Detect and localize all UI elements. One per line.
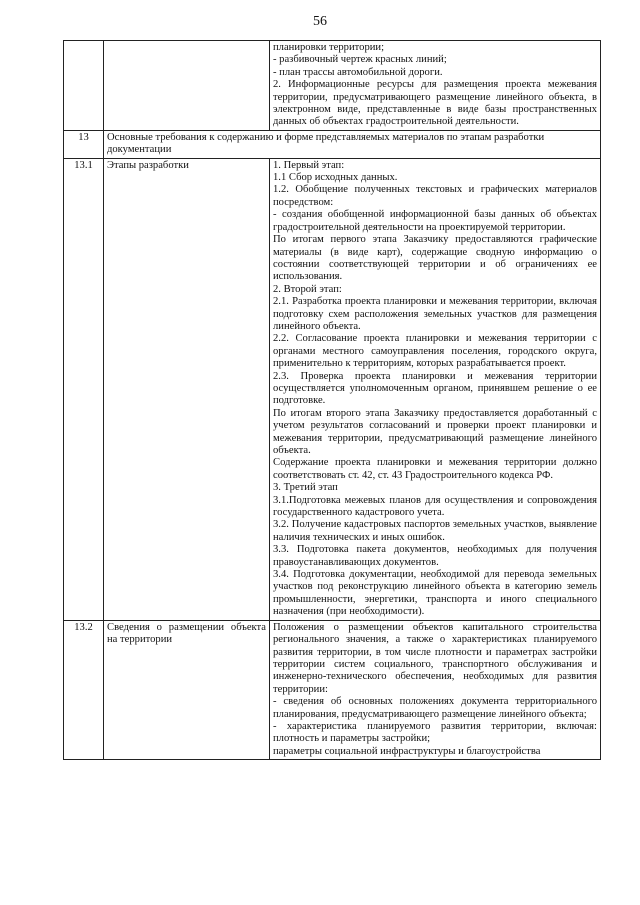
content-line: 1. Первый этап: <box>273 159 345 171</box>
row-content <box>270 620 601 759</box>
content-line: По итогам первого этапа Заказчику предоставляются графические материалы (в виде карт), содержащие сводную информацию о состоянии соответствующей территории и об ограничениях ее использования. <box>273 234 597 283</box>
content-line: 3.1.Подготовка межевых планов для осуществления и сопровождения государственного кадастрового учета. <box>273 494 597 519</box>
content-line: - сведения об основных положениях документа территориального планирования, предусматривающего размещение линейного объекта; <box>273 696 597 720</box>
content-line: - разбивочный чертеж красных линий; <box>273 54 447 66</box>
row-content <box>270 41 601 131</box>
content-line: 3. Третий этап <box>273 482 338 494</box>
content-line: Положения о размещении объектов капитального строительства регионального значения, а также о характеристиках планируемого развития территории, в том числе плотности и параметрах застройки территории систем социального, транспортного обслуживания и инженерно-технического обеспечения, необходимых для развития территории: <box>273 621 597 695</box>
row-label-text: Этапы разработки <box>107 159 189 171</box>
content-line: - план трассы автомобильной дороги. <box>273 66 443 78</box>
row-label <box>104 41 270 131</box>
content-line: - создания обобщенной информационной базы данных об объектах градостроительной деятельности на проектируемой территории. <box>273 209 597 233</box>
content-line: По итогам второго этапа Заказчику предоставляется доработанный с учетом результатов согласований и проверки проект планировки и межевания территории, предусматривающий размещение линейного объекта. <box>273 407 597 456</box>
content-line: 2. Информационные ресурсы для размещения проекта межевания территории, предусматривающего размещение линейного объекта, в электронном виде, представленные в виде базы пространственных данных об объектах градостроительной деятельности. <box>273 79 597 128</box>
content-line: Содержание проекта планировки и межевания территории должно соответствовать ст. 42, ст. 43 Градостроительного кодекса РФ. <box>273 457 597 481</box>
table-row <box>64 41 601 131</box>
row-content <box>270 158 601 620</box>
row-label <box>104 620 270 759</box>
row-number <box>64 41 104 131</box>
row-number: 13 <box>64 130 104 158</box>
content-line: 2.3. Проверка проекта планировки и межевания территории осуществляется уполномоченным органом, принявшем решение о ее подготовке. <box>273 370 597 407</box>
section-header-text: Основные требования к содержанию и форме представляемых материалов по этапам разработки документации <box>107 131 545 156</box>
row-number: 13.1 <box>64 158 104 620</box>
table-row <box>64 158 601 620</box>
content-line: 3.4. Подготовка документации, необходимой для перевода земельных участков под реконструкцию линейного объекта в категорию земель промышленности, энергетики, транспорта и иного специального назначения (при необходимости). <box>273 569 597 618</box>
content-line: 1.1 Сбор исходных данных. <box>273 172 398 184</box>
table-row <box>64 130 601 158</box>
content-line: - характеристика планируемого развития территории, включая: плотность и параметры застройки; <box>273 720 597 745</box>
content-line: 3.2. Получение кадастровых паспортов земельных участков, выявление наличия технических и иных ошибок. <box>273 519 597 543</box>
content-line: параметры социальной инфраструктуры и благоустройства <box>273 745 541 757</box>
content-line: планировки территории; <box>273 42 385 53</box>
row-label <box>104 158 270 620</box>
requirements-table <box>63 40 601 760</box>
section-header <box>104 130 601 158</box>
content-line: 2.1. Разработка проекта планировки и межевания территории, включая подготовку схем расположения земельных участков для размещения линейного объекта. <box>273 296 597 332</box>
content-line: 2.2. Согласование проекта планировки и межевания территории с органами местного самоуправления поселения, городского округа, применительно к территориям, которых разрабатывается проект. <box>273 333 597 370</box>
table-row <box>64 620 601 759</box>
content-line: 1.2. Обобщение полученных текстовых и графических материалов посредством: <box>273 184 597 208</box>
content-line: 2. Второй этап: <box>273 283 342 295</box>
content-line: 3.3. Подготовка пакета документов, необходимых для получения правоустанавливающих документов. <box>273 544 597 568</box>
row-label-text: Сведения о размещении объекта на территории <box>107 621 266 646</box>
page-number: 56 <box>313 14 327 29</box>
row-number: 13.2 <box>64 620 104 759</box>
